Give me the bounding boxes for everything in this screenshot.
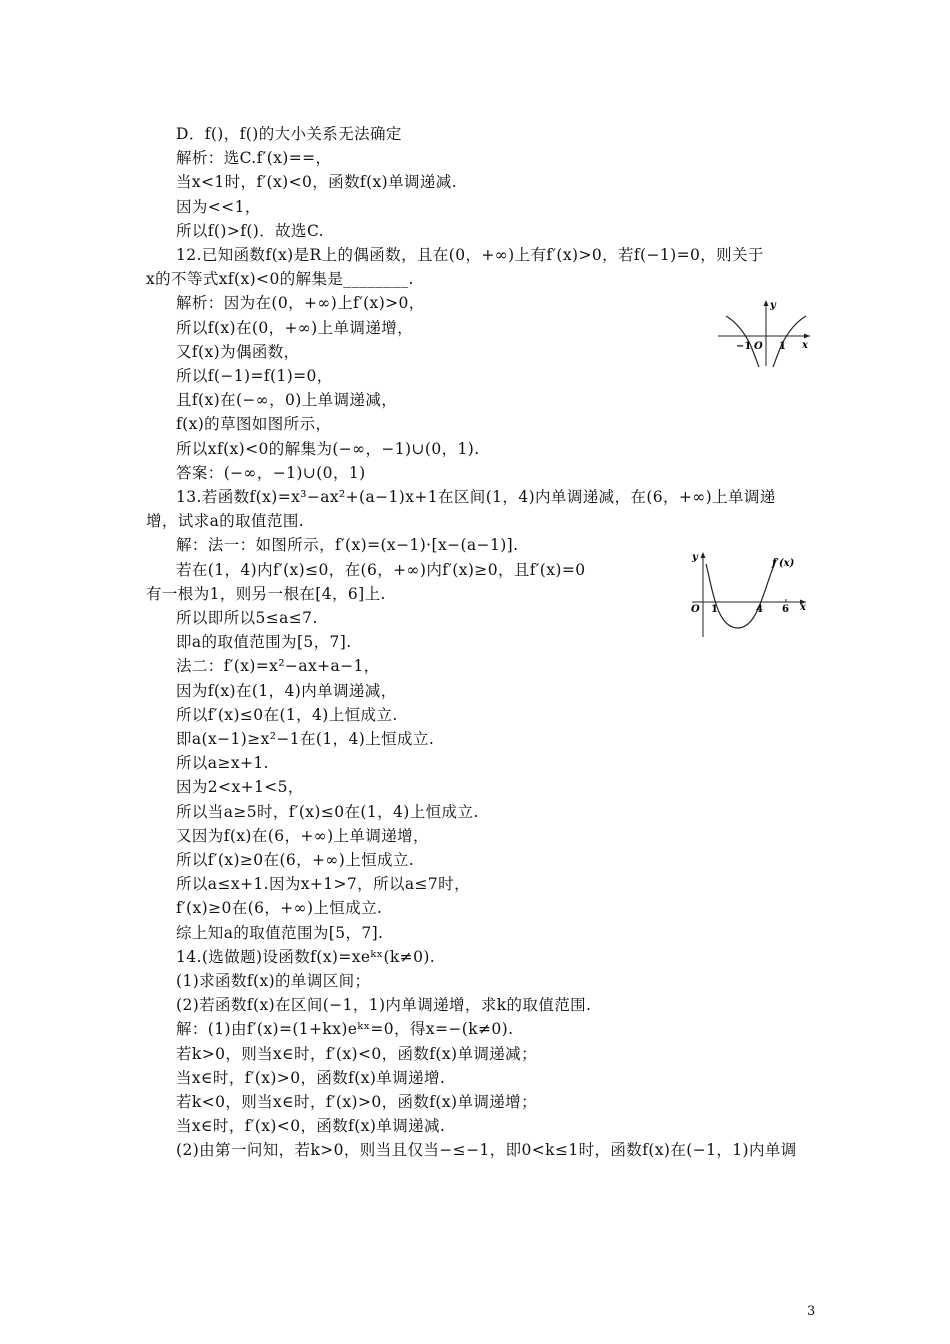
parabola (706, 560, 776, 628)
text-line: 因为<<1， (176, 197, 261, 216)
text-line: f′(x)≥0在(6，+∞)上恒成立. (176, 899, 383, 918)
text-line: 所以a≤x+1.因为x+1>7，所以a≤7时， (176, 875, 470, 894)
origin-label: O (691, 604, 700, 615)
text-line: 综上知a的取值范围为[5，7]. (176, 923, 384, 942)
origin-label: O (754, 341, 763, 352)
y-label: y (770, 300, 776, 311)
text-line: 若k>0，则当x∈时，f′(x)<0，函数f(x)单调递减； (176, 1044, 537, 1063)
y-axis-arrow-icon (701, 552, 706, 558)
text-line: 又因为f(x)在(6，+∞)上单调递增， (176, 826, 429, 845)
y-axis-arrow-icon (764, 300, 769, 306)
derivative-sketch (684, 546, 814, 638)
x-label: x (800, 602, 806, 613)
curve-label: f′(x) (772, 558, 795, 569)
text-line: D．f()，f()的大小关系无法确定 (176, 125, 402, 143)
text-line: 有一根为1，则另一根在[4，6]上. (146, 584, 386, 603)
text-line: 所以xf(x)<0的解集为(−∞，−1)∪(0，1). (176, 439, 480, 458)
text-line: 所以f′(x)≥0在(6，+∞)上恒成立. (176, 851, 415, 869)
text-line: (1)求函数f(x)的单调区间； (176, 972, 371, 990)
text-line: 即a的取值范围为[5，7]. (176, 633, 352, 652)
text-line: 增，试求a的取值范围. (146, 512, 305, 531)
text-line: 12.已知函数f(x)是R上的偶函数，且在(0，+∞)上有f′(x)>0，若f(−1)=0，则关于 (176, 246, 764, 264)
text-line: 所以f(x)在(0，+∞)上单调递增， (176, 318, 414, 337)
tick-6: 6 (782, 604, 789, 615)
text-line: 又f(x)为偶函数， (176, 342, 300, 361)
text-line: 所以a≥x+1. (176, 754, 269, 773)
tick-neg-one: −1 (736, 341, 752, 352)
text-line: 法二：f′(x)=x²−ax+a−1， (176, 657, 380, 676)
text-line: 解：法一：如图所示，f′(x)=(x−1)·[x−(a−1)]. (176, 536, 519, 555)
text-line: 所以f()>f()．故选C. (176, 221, 324, 240)
x-axis-arrow-icon (804, 334, 810, 339)
even-function-sketch (714, 296, 814, 368)
text-line: 解析：因为在(0，+∞)上f′(x)>0， (176, 294, 425, 313)
text-line: x的不等式xf(x)<0的解集是________. (146, 270, 414, 289)
tick-one: 1 (779, 341, 786, 352)
x-label: x (802, 340, 808, 351)
text-line: 当x∈时，f′(x)>0，函数f(x)单调递增. (176, 1068, 446, 1087)
text-line: 所以f′(x)≤0在(1，4)上恒成立. (176, 705, 398, 724)
text-line: 且f(x)在(−∞，0)上单调递减， (176, 391, 398, 410)
text-line: 因为2<x+1<5， (176, 778, 304, 797)
text-line: 即a(x−1)≥x²−1在(1，4)上恒成立. (176, 730, 435, 748)
text-line: 当x<1时，f′(x)<0，函数f(x)单调递减. (176, 173, 458, 192)
y-label: y (692, 552, 698, 563)
text-line: 解析：选C.f′(x)==， (176, 149, 332, 168)
text-line: 所以即所以5≤a≤7. (176, 609, 318, 627)
text-line: 当x∈时，f′(x)<0，函数f(x)单调递减. (176, 1117, 446, 1136)
page-number: 3 (807, 1304, 816, 1319)
text-line: 解：(1)由f′(x)=(1+kx)eᵏˣ=0，得x=−(k≠0). (176, 1020, 514, 1039)
text-line: f(x)的草图如图所示， (176, 415, 332, 434)
text-line: 13.若函数f(x)=x³−ax²+(a−1)x+1在区间(1，4)内单调递减，在(6，+∞)上单调递 (176, 488, 776, 506)
tick-1: 1 (711, 604, 718, 615)
text-line: 所以f(−1)=f(1)=0， (176, 367, 333, 385)
text-line: 因为f(x)在(1，4)内单调递减， (176, 681, 397, 700)
text-line: (2)若函数f(x)在区间(−1，1)内单调递增，求k的取值范围. (176, 996, 592, 1015)
tick-4: 4 (756, 604, 763, 615)
text-line: (2)由第一问知，若k>0，则当且仅当−≤−1，即0<k≤1时，函数f(x)在(−1，1)内单调 (176, 1141, 797, 1160)
text-line: 答案：(−∞，−1)∪(0，1) (176, 463, 366, 482)
text-line: 若k<0，则当x∈时，f′(x)>0，函数f(x)单调递增； (176, 1093, 537, 1111)
text-line: 若在(1，4)内f′(x)≤0，在(6，+∞)内f′(x)≥0，且f′(x)=0 (176, 560, 586, 579)
text-line: 所以当a≥5时，f′(x)≤0在(1，4)上恒成立. (176, 802, 479, 821)
text-line: 14.(选做题)设函数f(x)=xeᵏˣ(k≠0). (176, 947, 436, 966)
